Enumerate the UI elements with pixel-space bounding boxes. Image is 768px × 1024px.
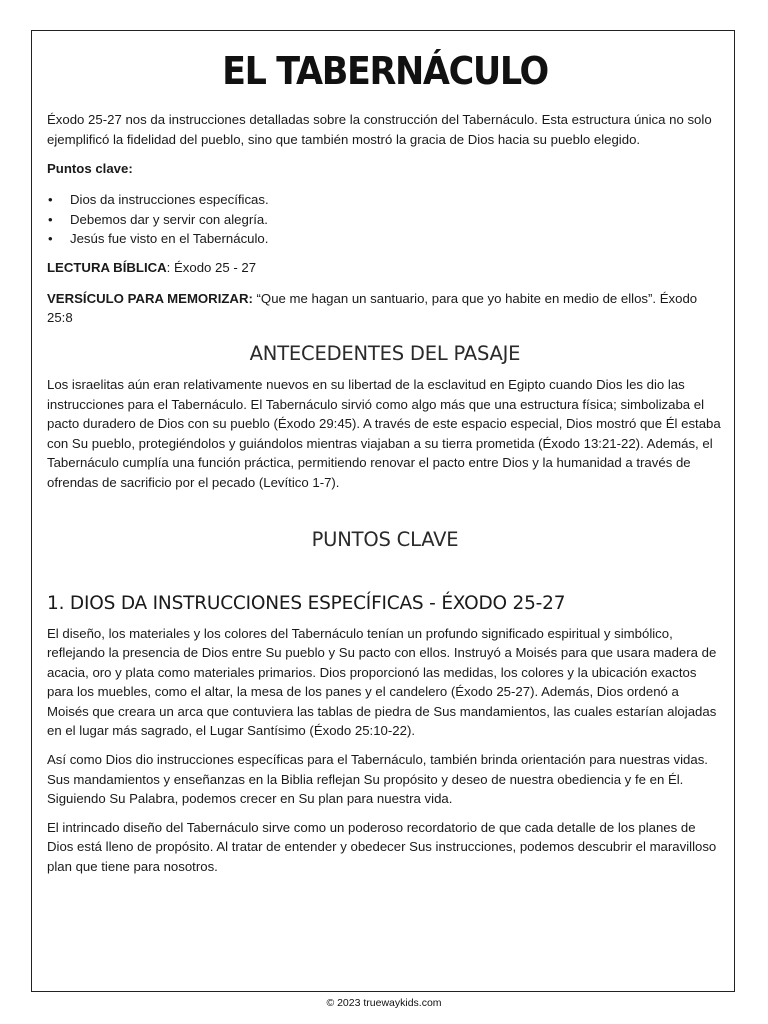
background-paragraph: Los israelitas aún eran relativamente nuevos en su libertad de la esclavitud en Egipto cuando Dios les dio las instrucciones para el Tabernáculo. El Tabernáculo sirvió como algo más que una estructura física; simbolizaba el pacto duradero de Dios con su pueblo (Éxodo 29:45). A través de este espacio especial, Dios mostró que Él estaba con Su pueblo, protegiéndolos y guiándolos mientras viajaban a su tierra prometida (Éxodo 13:21-22). Además, el Tabernáculo cumplía una función práctica, permitiendo renovar el pacto entre Dios y la humanidad a través de ofrendas de sacrificio por el pecado (Levítico 1-7).	[47, 376, 721, 490]
key-points-heading: PUNTOS CLAVE	[311, 527, 459, 551]
bullet-icon: •	[48, 211, 53, 227]
list-item: • Jesús fue visto en el Tabernáculo.	[47, 229, 723, 249]
list-item: • Debemos dar y servir con alegría.	[47, 210, 723, 230]
intro-paragraph: Éxodo 25-27 nos da instrucciones detalladas sobre la construcción del Tabernáculo. Esta estructura única no solo ejemplificó la fidelidad del pueblo, sino que también mostró la gracia de Dios hacia su pueblo elegido.	[47, 112, 712, 147]
footer-copyright: © 2023 truewaykids.com	[326, 997, 442, 1009]
bullet-icon: •	[48, 191, 53, 207]
memory-verse	[47, 289, 723, 328]
section-paragraph: El diseño, los materiales y los colores del Tabernáculo tenían un profundo significado espiritual y simbólico, reflejando la presencia de Dios entre Su pueblo y Su pacto con ellos. Instruyó a Moisés para que usara madera de acacia, oro y plata como materiales primarios. Dios proporcionó las medidas, los colores y la ubicación exactos para los muebles, como el altar, la mesa de los panes y el candelero (Éxodo 25-27). Además, Dios ordenó a Moisés que creara un arca que contuviera las tablas de piedra de Sus mandamientos, las cuales estarían alojadas en el lugar más sagrado, el Lugar Santísimo (Éxodo 25:10-22).	[47, 625, 717, 739]
page-title: EL TABERNÁCULO	[222, 49, 548, 93]
bullet-icon: •	[48, 231, 53, 247]
bible-reading-value: Éxodo 25 - 27	[170, 260, 257, 276]
list-item: • Dios da instrucciones específicas.	[47, 190, 723, 210]
section-heading: 1. DIOS DA INSTRUCCIONES ESPECÍFICAS - ÉXODO 25-27	[47, 592, 566, 614]
bible-reading: LECTURA BÍBLICA: Éxodo 25 - 27	[47, 260, 257, 276]
memory-verse-text: “Que me hagan un santuario, para que yo habite en medio de ellos”. Éxodo 25:8	[47, 290, 698, 326]
key-points-list	[47, 190, 723, 249]
background-heading: ANTECEDENTES DEL PASAJE	[249, 341, 521, 365]
section-paragraph: El intrincado diseño del Tabernáculo sirve como un poderoso recordatorio de que cada detalle de los planes de Dios está lleno de propósito. Al tratar de entender y obedecer Sus instrucciones, podemos descubrir el maravilloso plan que tiene para nosotros.	[47, 819, 717, 875]
worksheet-content	[47, 48, 723, 877]
section-paragraph: Así como Dios dio instrucciones específicas para el Tabernáculo, también brinda orientación para nuestras vidas. Sus mandamientos y enseñanzas en la Biblia reflejan Su propósito y deseo de nuestra obediencia y fe en Él. Siguiendo Su Palabra, podemos crecer en Su plan para nuestra vida.	[47, 752, 708, 807]
memory-verse-label: VERSÍCULO PARA MEMORIZAR:	[47, 290, 253, 306]
key-points-label: Puntos clave:	[47, 161, 133, 177]
bible-reading-label: LECTURA BÍBLICA	[47, 260, 167, 276]
